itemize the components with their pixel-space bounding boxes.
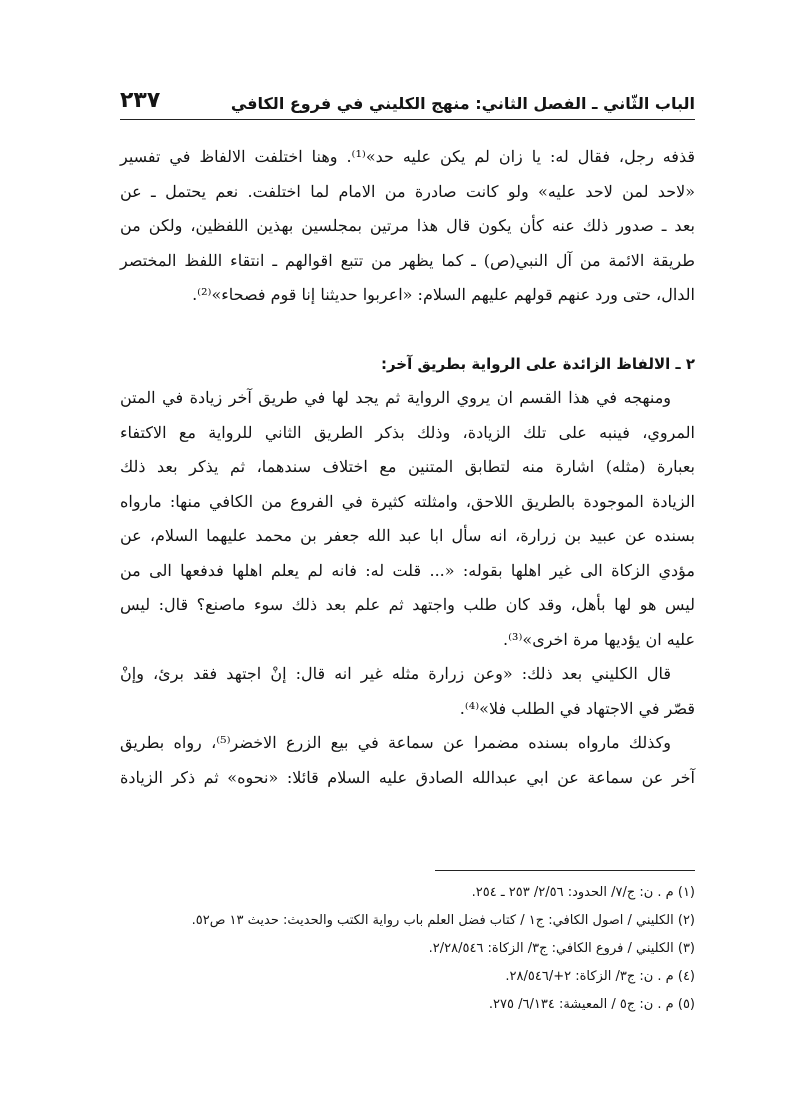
page-header (120, 78, 695, 120)
text-line: آخر عن سماعة عن ابي عبدالله الصادق عليه السلام قائلا: «نحوه» ثم ذكر الزيادة (120, 767, 695, 787)
text-line: طريقة الائمة من آل النبي(ص) ـ كما يظهر من تتبع اقوالهم ـ انتقاء اللفظ المختصر (120, 250, 695, 270)
footnote-divider (435, 870, 695, 871)
text-line: بسنده عن عبيد بن زرارة، انه سأل ابا عبد الله جعفر بن محمد عليهما السلام، عن (120, 526, 695, 545)
text-line: بعبارة (مثله) اشارة منه لتطابق المتنين مع اختلاف سندهما، ثم يذكر بعد ذلك (120, 457, 695, 476)
page-number: ٢٣٧ (120, 88, 161, 113)
running-title: الباب الثّاني ـ الفصل الثاني: منهج الكليني في فروع الكافي (230, 94, 695, 113)
text-line: «لاحد لمن لاحد عليه» ولو كانت صادرة من الامام لما اختلفت. نعم يحتمل ـ عن (120, 181, 695, 201)
text-line: قذفه رجل، فقال له: يا زان لم يكن عليه حد»⁽¹⁾. وهنا اختلفت الالفاظ في تفسير (120, 147, 696, 166)
footnote: (٤) م . ن: ج٣/ الزكاة: ٢+/٢٨/٥٤٦. (505, 969, 695, 984)
text-line: ومنهجه في هذا القسم ان يروي الرواية ثم يجد لها في طريق آخر زيادة في المتن (120, 388, 671, 407)
paragraph-gap (120, 313, 695, 347)
text-line: مؤدي الزكاة الى غير اهلها بقوله: «... قلت له: فانه لم يعلم اهلها فدفعها الى من (120, 560, 695, 580)
footnotes (130, 870, 695, 1019)
text-line: قال الكليني بعد ذلك: «وعن زرارة مثله غير انه قال: إنْ اجتهد فقد برئ، وإنْ (120, 664, 671, 683)
footnote: (٥) م . ن: ج٥ / المعيشة: ٦/١٣٤/ ٢٧٥. (488, 997, 695, 1012)
text-line: الدال، حتى ورد عنهم قولهم عليهم السلام: «اعربوا حديثنا إنا قوم فصحاء»⁽²⁾. (192, 285, 695, 304)
paragraph-1 (120, 140, 695, 313)
footnote: (٣) الكليني / فروع الكافي: ج٣/ الزكاة: ٢/٢٨/٥٤٦. (428, 941, 695, 956)
page-body (120, 140, 695, 795)
paragraph-2c (120, 726, 695, 795)
paragraph-2b (120, 657, 695, 726)
text-line: وكذلك مارواه بسنده مضمرا عن سماعة في بيع الزرع الاخضر⁽⁵⁾، رواه بطريق (120, 733, 671, 752)
section-heading: ٢ ـ الالفاظ الزائدة على الرواية بطريق آخر: (380, 354, 695, 373)
footnote: (١) م . ن: ج/٧/ الحدود: ٢/٥٦/ ٢٥٣ ـ ٢٥٤. (471, 885, 695, 900)
text-line: ليس هو لها بأهل، وقد كان طلب واجتهد ثم علم بعد ذلك سوء ماصنع؟ قال: ليس (120, 595, 695, 614)
text-line: الزيادة الموجودة بالطريق اللاحق، وامثلته كثيرة في الفروع من الكافي منها: مارواه (120, 491, 695, 511)
text-line: المروي، فينبه على تلك الزيادة، وذلك بذكر الطريق الثاني للرواية مع الاكتفاء (120, 422, 695, 442)
footnote: (٢) الكليني / اصول الكافي: ج١ / كتاب فضل العلم باب رواية الكتب والحديث: حديث ١٣ ص٥٢. (191, 913, 695, 928)
text-line: قصّر في الاجتهاد في الطلب فلا»⁽⁴⁾. (459, 698, 695, 718)
text-line: بعد ـ صدور ذلك عنه كأن يكون قال هذا مرتين بمجلسين بهذين اللفظين، ولكن من (120, 216, 695, 235)
paragraph-2a (120, 381, 695, 657)
text-line: عليه ان يؤديها مرة اخرى»⁽³⁾. (503, 629, 695, 649)
